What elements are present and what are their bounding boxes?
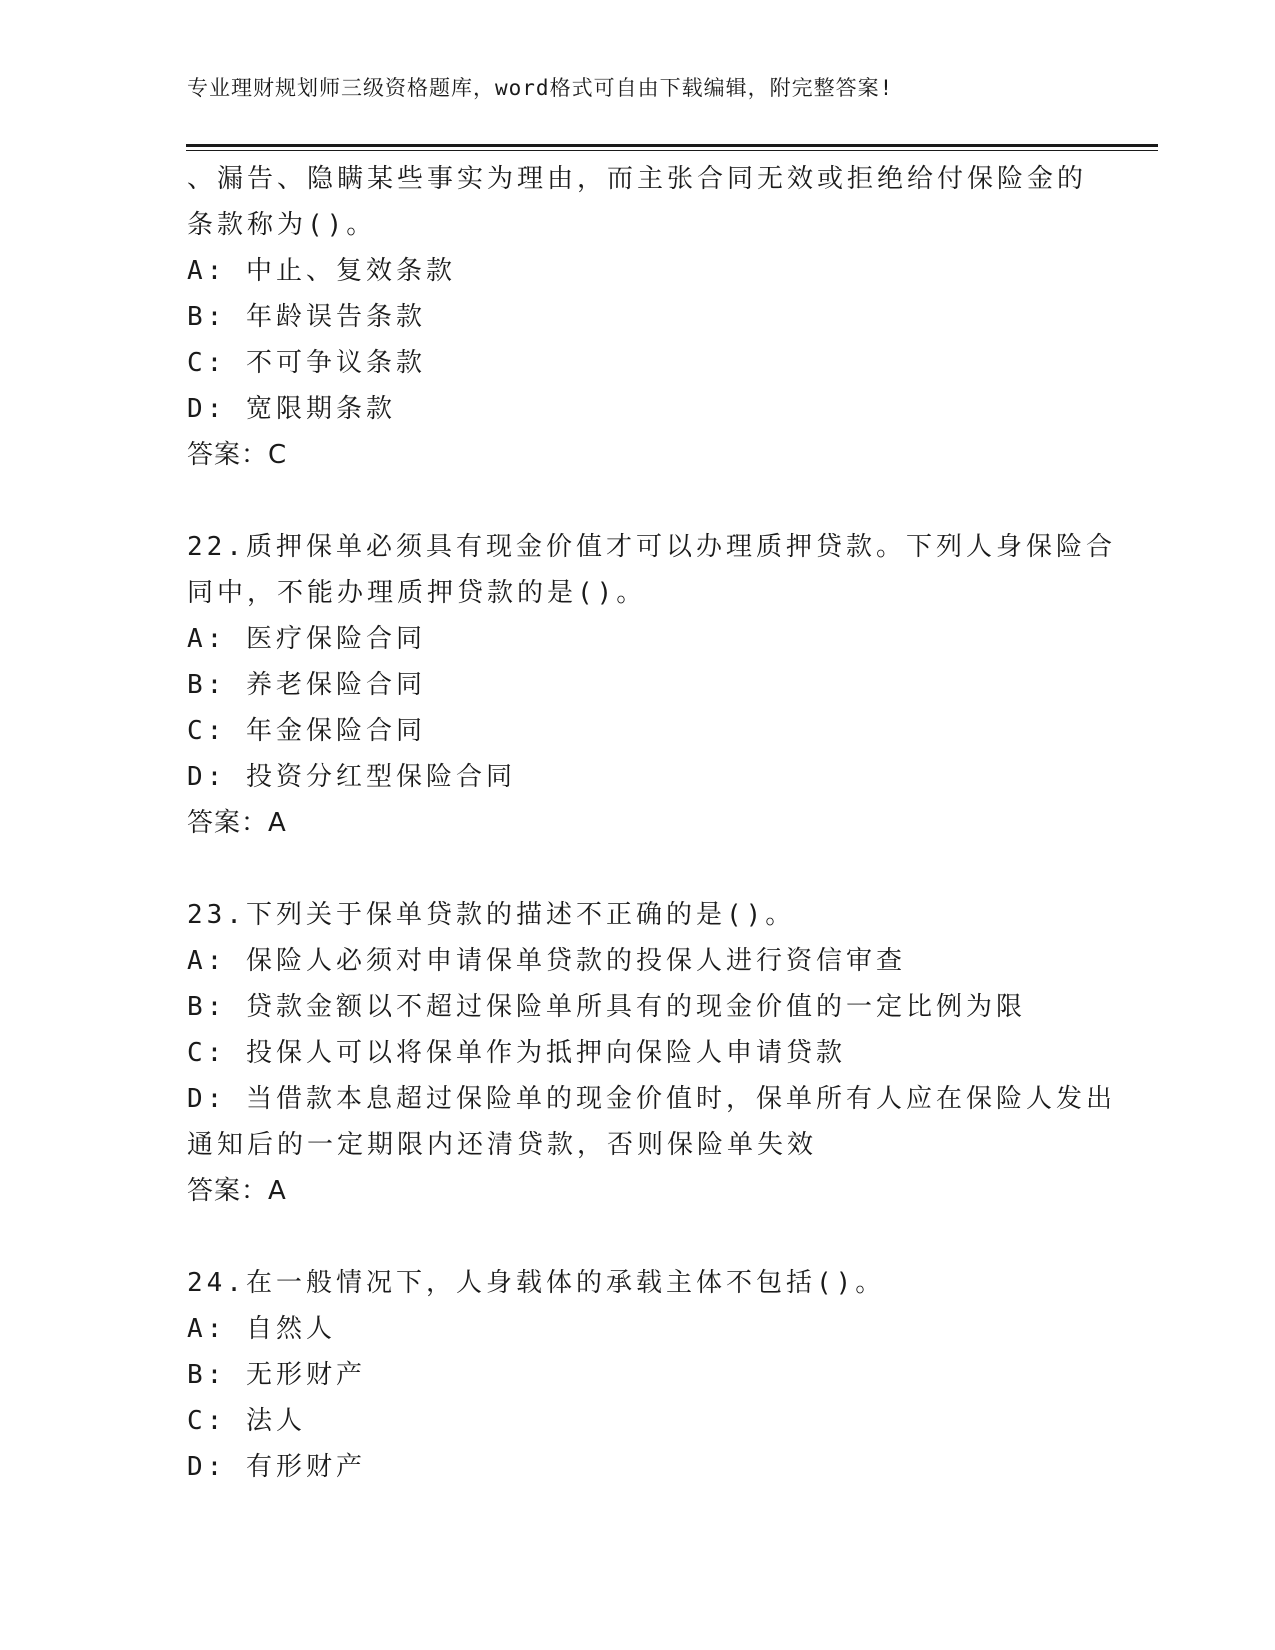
option-d: D: 投资分红型保险合同 [187,762,516,792]
option-c: C: 投保人可以将保单作为抵押向保险人申请贷款 [187,1038,846,1068]
question-stem-line: 22.质押保单必须具有现金价值才可以办理质押贷款。下列人身保险合 [187,532,1116,562]
option-b: B: 贷款金额以不超过保险单所具有的现金价值的一定比例为限 [187,992,1026,1022]
option-a: A: 医疗保险合同 [187,624,426,654]
question-stem-line: 23.下列关于保单贷款的描述不正确的是()。 [187,900,796,930]
option-d: D: 宽限期条款 [187,394,396,424]
option-a: A: 自然人 [187,1314,336,1344]
option-c: C: 法人 [187,1406,306,1436]
document-body [187,156,1116,1490]
answer-line: 答案：C [187,440,288,470]
question-block [187,524,1116,846]
option-b: B: 养老保险合同 [187,670,426,700]
option-c: C: 不可争议条款 [187,348,426,378]
question-block [187,1260,1087,1490]
question-block [187,892,1116,1214]
option-d: D: 当借款本息超过保险单的现金价值时，保单所有人应在保险人发出 [187,1084,1116,1114]
answer-line: 答案：A [187,1176,287,1206]
option-b: B: 年龄误告条款 [187,302,426,332]
option-c: C: 年金保险合同 [187,716,426,746]
spacer [187,478,1087,524]
question-stem-line: 同中，不能办理质押贷款的是()。 [187,578,647,608]
header-rule-thin [186,150,1158,151]
option-a: A: 保险人必须对申请保单贷款的投保人进行资信审查 [187,946,906,976]
header-rule-thick [186,144,1158,147]
option-d: D: 有形财产 [187,1452,366,1482]
question-stem-line: 条款称为()。 [187,210,377,240]
spacer [187,1214,1087,1260]
question-stem-line: 、漏告、隐瞒某些事实为理由，而主张合同无效或拒绝给付保险金的 [187,164,1088,194]
spacer [187,846,1087,892]
option-b: B: 无形财产 [187,1360,366,1390]
option-d-continued: 通知后的一定期限内还清贷款，否则保险单失效 [187,1130,818,1160]
answer-line: 答案：A [187,808,287,838]
question-block [187,156,1087,478]
option-a: A: 中止、复效条款 [187,256,456,286]
page-header: 专业理财规划师三级资格题库，word格式可自由下载编辑，附完整答案! [187,76,894,100]
question-stem-line: 24.在一般情况下，人身载体的承载主体不包括()。 [187,1268,886,1298]
